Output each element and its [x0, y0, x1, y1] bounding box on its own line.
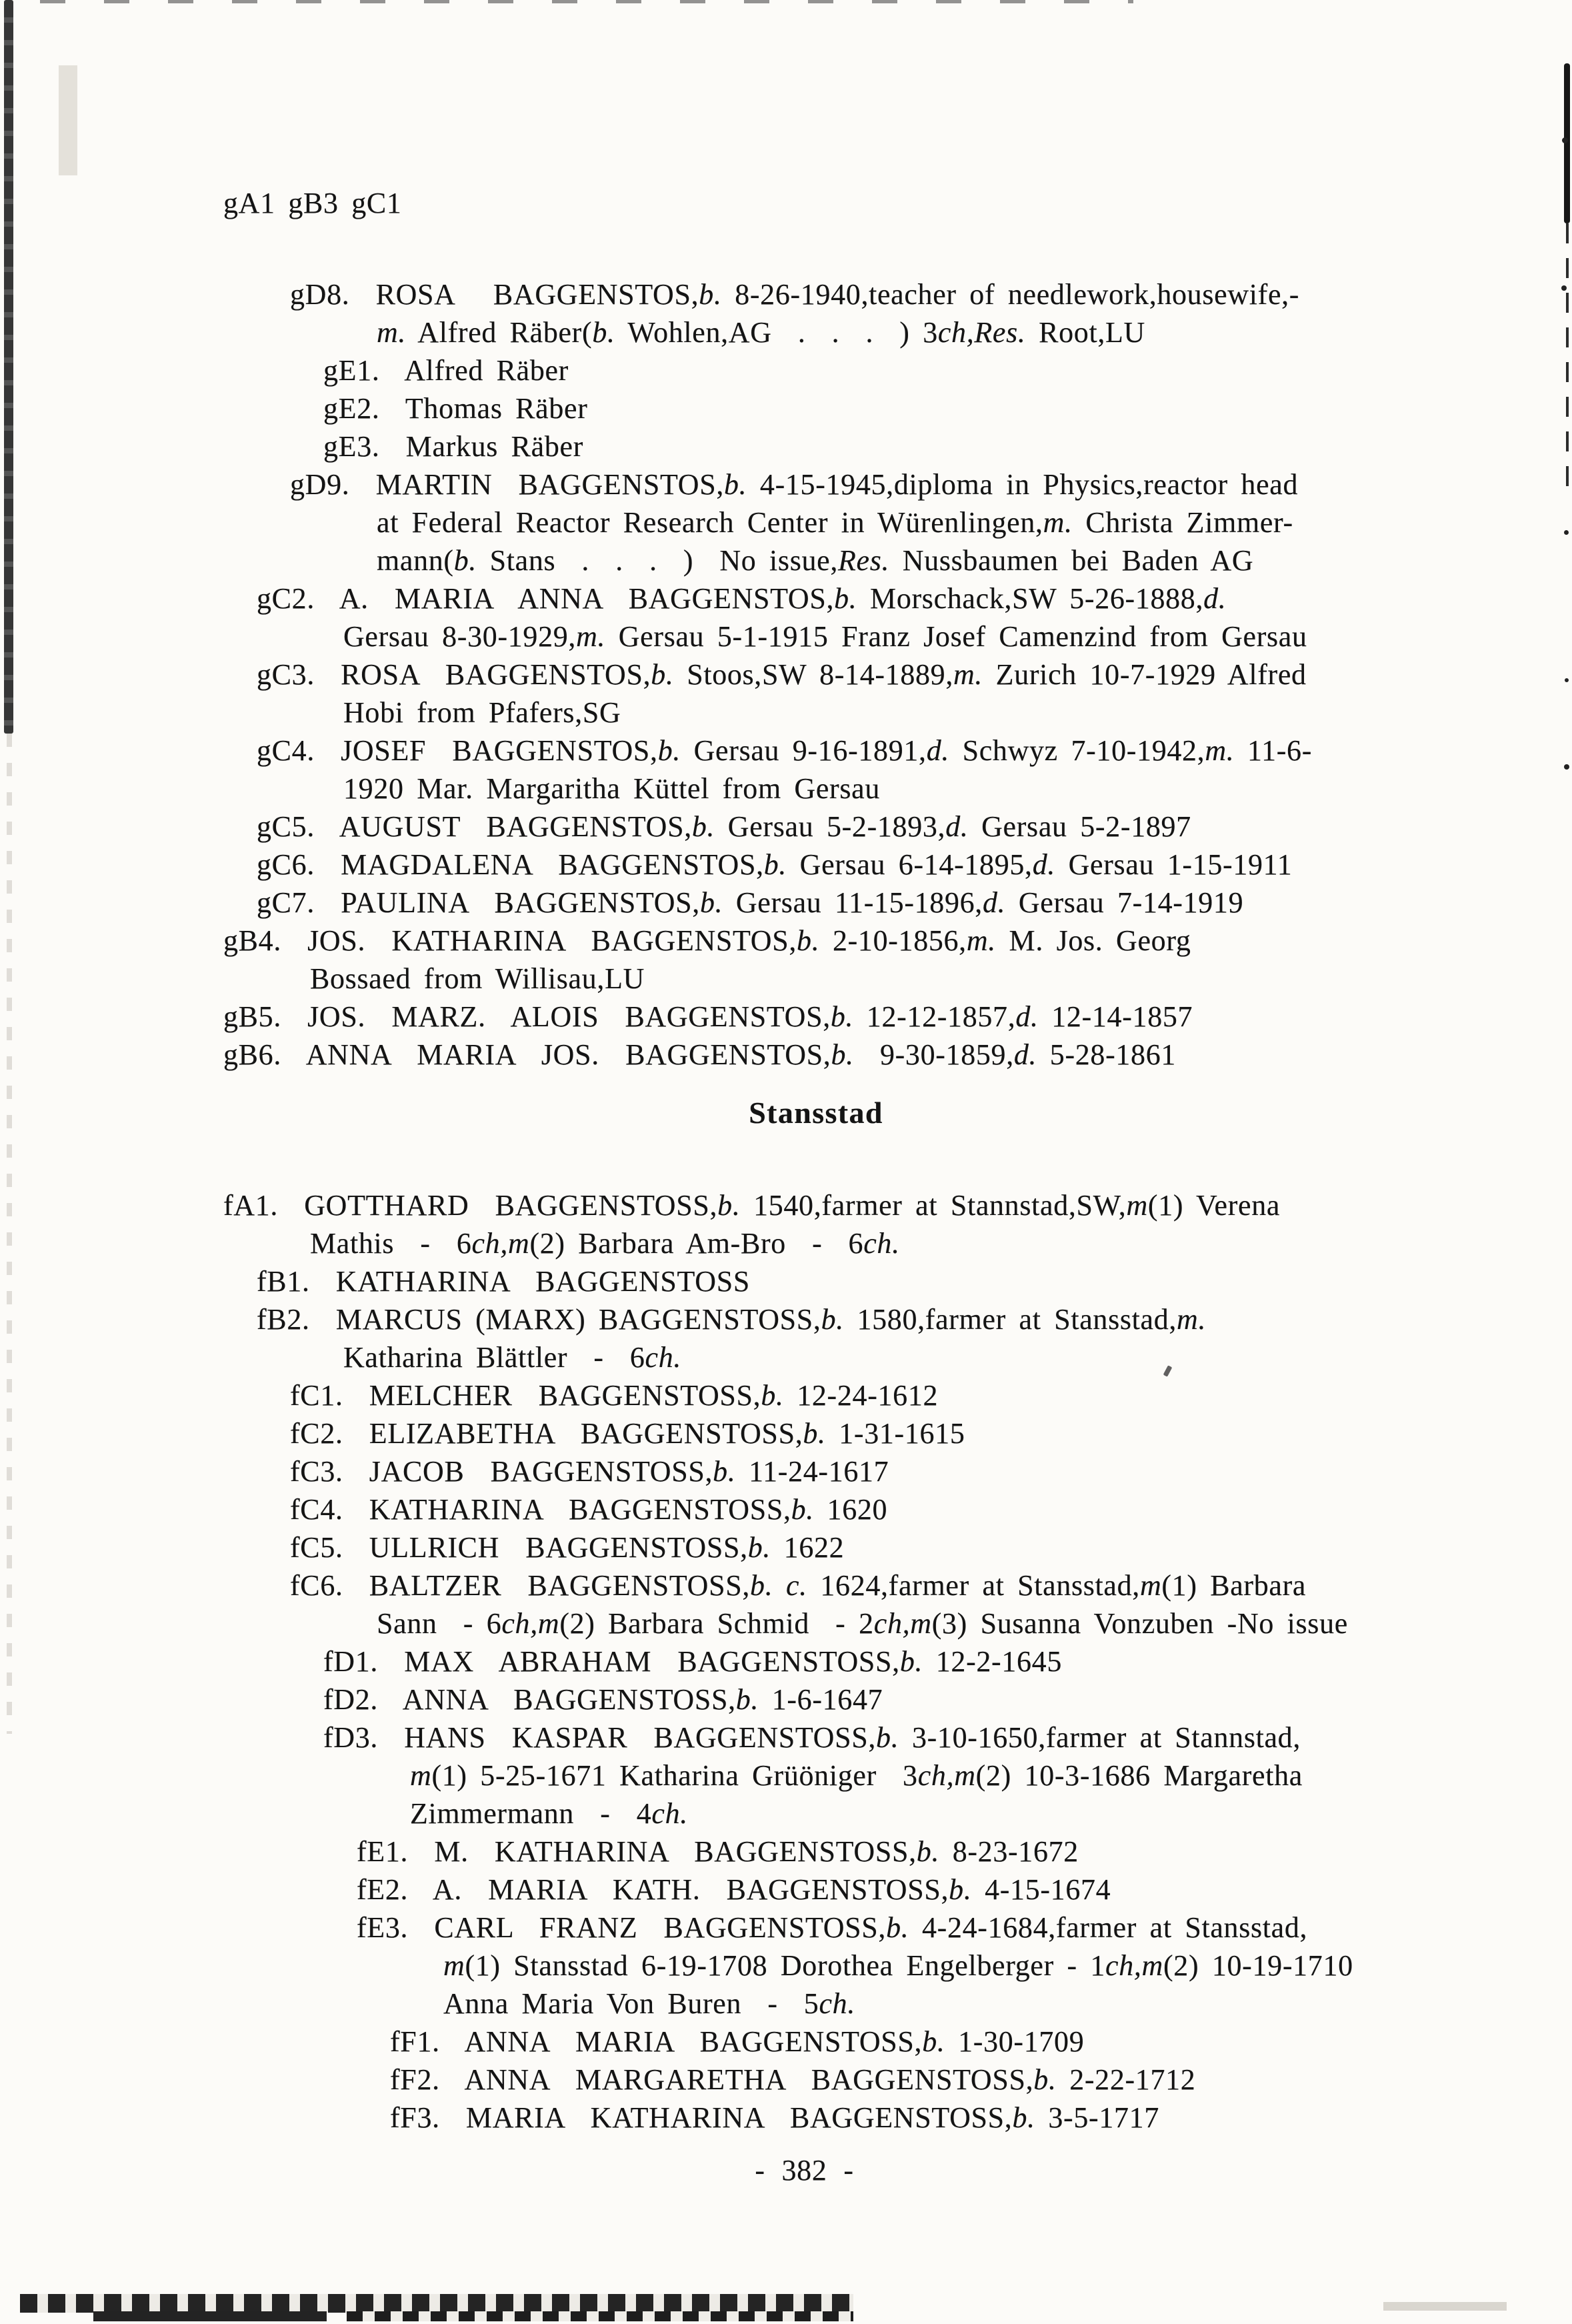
entry-text: gB4. JOS. KATHARINA BAGGENSTOS,: [223, 924, 797, 957]
entry-abbrev-italic: m.: [1177, 1303, 1207, 1336]
entry-text: fC1. MELCHER BAGGENSTOSS,: [290, 1379, 761, 1412]
entry-abbrev-italic: ch,m: [917, 1759, 976, 1792]
entry-abbrev-italic: d.: [945, 810, 969, 843]
entry-text: Stoos,SW 8-14-1889,: [673, 658, 953, 691]
entry-text: fC4. KATHARINA BAGGENSTOSS,: [290, 1493, 791, 1526]
entry-abbrev-italic: b.: [691, 810, 715, 843]
entry-fD3: [323, 1718, 1572, 1757]
entry-gB4-cont1: [310, 960, 1572, 998]
entry-abbrev-italic: d.: [1032, 848, 1056, 881]
entry-abbrev-italic: b.: [803, 1417, 826, 1450]
entry-fC2: [290, 1414, 1572, 1452]
entry-text: gB6. ANNA MARIA JOS. BAGGENSTOS,: [223, 1038, 831, 1071]
entry-abbrev-italic: m: [443, 1949, 465, 1982]
entry-text: Gersau 1-15-1911: [1055, 848, 1293, 881]
entry-text: Mathis - 6: [310, 1227, 472, 1260]
entry-abbrev-italic: b.: [821, 1303, 844, 1336]
entry-text: 12-24-1612: [783, 1379, 939, 1412]
entry-text: Wohlen,AG . . . ) 3: [615, 316, 938, 349]
entry-text: 4-15-1674: [971, 1873, 1111, 1906]
entry-abbrev-italic: d.: [1203, 582, 1227, 615]
entry-text: fD3. HANS KASPAR BAGGENSTOSS,: [323, 1721, 877, 1754]
entry-text: 2-10-1856,: [819, 924, 967, 957]
entry-text: Schwyz 7-10-1942,: [949, 734, 1205, 767]
entry-fD2: [323, 1680, 1572, 1718]
scan-artifact-bottom-comb: [20, 2294, 853, 2313]
entry-text: fE3. CARL FRANZ BAGGENSTOSS,: [357, 1911, 887, 1944]
entry-text: 12-2-1645: [923, 1645, 1062, 1678]
entry-text: fE2. A. MARIA KATH. BAGGENSTOSS,: [357, 1873, 949, 1906]
entry-fB2: [257, 1300, 1572, 1338]
entry-text: gE3. Markus Räber: [323, 430, 584, 463]
stansstad-entries-list: [0, 1186, 1572, 2137]
entry-text: gD9. MARTIN BAGGENSTOS,: [290, 468, 724, 501]
entry-text: (1) Stansstad 6-19-1708 Dorothea Engelberger - 1: [465, 1949, 1106, 1982]
entry-text: 3-10-1650,farmer at Stannstad,: [899, 1721, 1301, 1754]
entry-text: fC5. ULLRICH BAGGENSTOSS,: [290, 1531, 748, 1564]
entry-text: Zurich 10-7-1929 Alfred: [983, 658, 1307, 691]
entry-text: 12-12-1857,: [853, 1000, 1016, 1033]
entry-text: Gersau 5-1-1915 Franz Josef Camenzind from Gersau: [605, 620, 1307, 653]
entry-abbrev-italic: d.: [1013, 1038, 1037, 1071]
entry-text: Root,LU: [1025, 316, 1145, 349]
entry-text: Gersau 9-16-1891,: [681, 734, 927, 767]
entry-text: 1-30-1709: [945, 2025, 1085, 2058]
entry-gD8: [290, 275, 1572, 313]
entry-fC4: [290, 1490, 1572, 1528]
entry-text: (2) Barbara Am-Bro - 6: [529, 1227, 864, 1260]
entry-abbrev-italic: b.: [922, 2025, 945, 2058]
entry-abbrev-italic: b.: [886, 1911, 909, 1944]
entry-gC3: [257, 656, 1572, 694]
entry-fE1: [357, 1833, 1572, 1871]
entry-text: 1580,farmer at Stansstad,: [843, 1303, 1177, 1336]
entry-abbrev-italic: b.: [651, 658, 674, 691]
entry-abbrev-italic: b.: [876, 1721, 899, 1754]
entry-text: 2-22-1712: [1056, 2063, 1196, 2096]
entry-text: (2) 10-3-1686 Margaretha: [975, 1759, 1303, 1792]
entry-text: 11-6-: [1234, 734, 1313, 767]
entry-text: gC6. MAGDALENA BAGGENSTOS,: [257, 848, 764, 881]
entry-abbrev-italic: m.: [966, 924, 996, 957]
entry-gB4: [223, 922, 1572, 960]
entry-abbrev-italic: b.: [834, 582, 857, 615]
entry-gC5: [257, 808, 1572, 846]
entry-text: (1) Verena: [1147, 1189, 1281, 1222]
entry-abbrev-italic: b.: [761, 1379, 784, 1412]
entry-text: 8-23-1672: [939, 1835, 1079, 1868]
entry-gD9: [290, 465, 1572, 503]
entry-fD1: [323, 1642, 1572, 1680]
entry-text: gC4. JOSEF BAGGENSTOS,: [257, 734, 658, 767]
entry-abbrev-italic: b.: [699, 278, 722, 311]
entry-gC7: [257, 884, 1572, 922]
entry-text: 8-26-1940,teacher of needlework,housewife,-: [721, 278, 1300, 311]
entry-abbrev-italic: b.: [453, 544, 477, 577]
entry-abbrev-italic: m: [410, 1759, 432, 1792]
entry-abbrev-italic: Res.: [838, 544, 890, 577]
entry-abbrev-italic: m.: [576, 620, 606, 653]
entry-gC4: [257, 732, 1572, 770]
entry-gC2: [257, 579, 1572, 618]
entry-fC6: [290, 1566, 1572, 1604]
entry-fE3: [357, 1909, 1572, 1947]
entry-abbrev-italic: b.: [724, 468, 747, 501]
entry-text: 1920 Mar. Margaritha Küttel from Gersau: [343, 772, 881, 805]
entry-text: M. Jos. Georg: [995, 924, 1191, 957]
entry-text: Hobi from Pfafers,SG: [343, 696, 621, 729]
entry-text: fB1. KATHARINA BAGGENSTOSS: [257, 1265, 750, 1298]
entry-gC4-cont1: [343, 770, 1572, 808]
entry-abbrev-italic: ch,m: [1105, 1949, 1163, 1982]
entry-text: Gersau 8-30-1929,: [343, 620, 577, 653]
entry-text: fD2. ANNA BAGGENSTOSS,: [323, 1683, 736, 1716]
entry-gD9-cont1: [377, 503, 1572, 541]
entry-abbrev-italic: b.: [797, 924, 820, 957]
entry-abbrev-italic: ch.: [645, 1341, 682, 1374]
entry-text: fC6. BALTZER BAGGENSTOSS,: [290, 1569, 751, 1602]
entry-text: Bossaed from Willisau,LU: [310, 962, 645, 995]
entry-abbrev-italic: d.: [926, 734, 950, 767]
entry-text: Morschack,SW 5-26-1888,: [857, 582, 1204, 615]
entry-gB6: [223, 1036, 1572, 1074]
entry-text: fE1. M. KATHARINA BAGGENSTOSS,: [357, 1835, 917, 1868]
entry-text: 11-24-1617: [735, 1455, 889, 1488]
entry-abbrev-italic: ch,m: [873, 1607, 932, 1640]
entry-abbrev-italic: m.: [377, 316, 407, 349]
entry-gC3-cont1: [343, 694, 1572, 732]
entry-text: Gersau 11-15-1896,: [723, 886, 983, 919]
entry-fF1: [390, 2023, 1572, 2061]
entry-abbrev-italic: ch.: [863, 1227, 900, 1260]
entry-abbrev-italic: b.: [763, 848, 787, 881]
entry-fF3: [390, 2099, 1572, 2137]
entry-fB2-cont1: [343, 1338, 1572, 1376]
page-number: - 382 -: [755, 2154, 854, 2187]
entry-text: Nussbaumen bei Baden AG: [889, 544, 1254, 577]
entry-text: fC2. ELIZABETHA BAGGENSTOSS,: [290, 1417, 803, 1450]
entry-text: 1-31-1615: [825, 1417, 965, 1450]
entry-gE1: [323, 351, 1572, 389]
entry-abbrev-italic: ch,Res.: [937, 316, 1026, 349]
entry-abbrev-italic: b.: [713, 1455, 736, 1488]
entry-abbrev-italic: b.: [830, 1000, 854, 1033]
entry-text: fF2. ANNA MARGARETHA BAGGENSTOSS,: [390, 2063, 1034, 2096]
entry-text: (1) Barbara: [1161, 1569, 1307, 1602]
entry-abbrev-italic: ch,m: [501, 1607, 560, 1640]
entry-text: fC3. JACOB BAGGENSTOSS,: [290, 1455, 713, 1488]
entry-text: 1540,farmer at Stannstad,SW,: [740, 1189, 1127, 1222]
entry-abbrev-italic: d.: [1015, 1000, 1039, 1033]
scan-artifact-bottom-bar: [93, 2311, 327, 2321]
entry-text: Anna Maria Von Buren - 5: [443, 1987, 819, 2020]
entry-text: 4-15-1945,diploma in Physics,reactor head: [747, 468, 1299, 501]
entry-text: Christa Zimmer-: [1072, 506, 1293, 539]
entry-abbrev-italic: m: [1139, 1569, 1162, 1602]
entry-fA1: [223, 1186, 1572, 1224]
entry-abbrev-italic: b.: [1012, 2101, 1035, 2134]
entry-text: mann(: [377, 544, 454, 577]
entry-fC3: [290, 1452, 1572, 1490]
entry-abbrev-italic: b.: [1033, 2063, 1057, 2096]
scan-artifact-bottomright-smudge: [1383, 2302, 1507, 2311]
entry-gC2-cont1: [343, 618, 1572, 656]
entry-text: 9-30-1859,: [853, 1038, 1014, 1071]
entry-fC5: [290, 1528, 1572, 1566]
entry-abbrev-italic: b.: [592, 316, 615, 349]
entry-text: 1-6-1647: [759, 1683, 883, 1716]
entry-abbrev-italic: b.: [831, 1038, 854, 1071]
entry-gE3: [323, 427, 1572, 465]
entry-abbrev-italic: d.: [982, 886, 1006, 919]
section-heading-stansstad: Stansstad: [749, 1096, 883, 1130]
entry-text: at Federal Reactor Research Center in Würenlingen,: [377, 506, 1043, 539]
entry-abbrev-italic: b.: [717, 1189, 741, 1222]
entry-text: gC3. ROSA BAGGENSTOS,: [257, 658, 651, 691]
entry-text: 1620: [813, 1493, 888, 1526]
entry-abbrev-italic: b.: [657, 734, 681, 767]
entry-text: fF1. ANNA MARIA BAGGENSTOSS,: [390, 2025, 923, 2058]
entry-fE2: [357, 1871, 1572, 1909]
entry-abbrev-italic: b.: [899, 1645, 923, 1678]
entry-text: (1) 5-25-1671 Katharina Grüöniger 3: [431, 1759, 918, 1792]
entry-text: Gersau 5-2-1893,: [715, 810, 946, 843]
entry-text: Zimmermann - 4: [410, 1797, 652, 1830]
entry-text: (2) 10-19-1710: [1163, 1949, 1353, 1982]
entry-abbrev-italic: ch.: [819, 1987, 855, 2020]
entry-fD3-cont2: [410, 1795, 1572, 1833]
entry-text: 12-14-1857: [1038, 1000, 1193, 1033]
entry-abbrev-italic: b.: [735, 1683, 759, 1716]
entry-text: 1624,farmer at Stansstad,: [807, 1569, 1140, 1602]
entry-text: gE2. Thomas Räber: [323, 392, 588, 425]
entry-text: (2) Barbara Schmid - 2: [559, 1607, 874, 1640]
entry-gD8-cont1: [377, 313, 1572, 351]
entry-text: 4-24-1684,farmer at Stansstad,: [909, 1911, 1308, 1944]
entry-text: gB5. JOS. MARZ. ALOIS BAGGENSTOS,: [223, 1000, 831, 1033]
entry-text: gD8. ROSA BAGGENSTOS,: [290, 278, 699, 311]
entry-fE3-cont1: [443, 1947, 1572, 1985]
entry-fC1: [290, 1376, 1572, 1414]
entry-text: 3-5-1717: [1035, 2101, 1159, 2134]
entry-text: 1622: [771, 1531, 845, 1564]
entry-text: gC2. A. MARIA ANNA BAGGENSTOS,: [257, 582, 835, 615]
entry-text: (3) Susanna Vonzuben -No issue: [931, 1607, 1348, 1640]
entry-gE2: [323, 389, 1572, 427]
entry-abbrev-italic: b.: [747, 1531, 771, 1564]
entry-text: Katharina Blättler - 6: [343, 1341, 645, 1374]
entry-text: gE1. Alfred Räber: [323, 354, 569, 387]
entry-text: fD1. MAX ABRAHAM BAGGENSTOSS,: [323, 1645, 900, 1678]
entry-gD9-cont2: [377, 541, 1572, 579]
entry-text: Gersau 7-14-1919: [1005, 886, 1244, 919]
entry-abbrev-italic: b.: [949, 1873, 972, 1906]
entry-gB5: [223, 998, 1572, 1036]
entry-fC6-cont1: [377, 1604, 1572, 1642]
entry-gC6: [257, 846, 1572, 884]
entry-text: fA1. GOTTHARD BAGGENSTOSS,: [223, 1189, 718, 1222]
entry-text: 5-28-1861: [1037, 1038, 1177, 1071]
entry-abbrev-italic: b.: [916, 1835, 940, 1868]
scan-artifact-bottom-dotted: [347, 2311, 853, 2321]
lineage-header: gA1 gB3 gC1: [223, 187, 402, 219]
entry-abbrev-italic: m.: [953, 658, 983, 691]
entry-abbrev-italic: b.: [791, 1493, 814, 1526]
entry-text: Stans . . . ) No issue,: [477, 544, 839, 577]
entry-abbrev-italic: b.: [699, 886, 723, 919]
entry-abbrev-italic: ch.: [651, 1797, 688, 1830]
entry-text: Gersau 5-2-1897: [968, 810, 1191, 843]
entry-abbrev-italic: m.: [1205, 734, 1235, 767]
entry-text: Sann - 6: [377, 1607, 502, 1640]
entry-fF2: [390, 2061, 1572, 2099]
gersau-entries-list: [0, 275, 1572, 1074]
entry-fD3-cont1: [410, 1757, 1572, 1795]
entry-text: Gersau 6-14-1895,: [787, 848, 1033, 881]
entry-text: fF3. MARIA KATHARINA BAGGENSTOSS,: [390, 2101, 1013, 2134]
entry-text: Alfred Räber(: [406, 316, 593, 349]
entry-text: gC5. AUGUST BAGGENSTOS,: [257, 810, 692, 843]
entry-fB1: [257, 1262, 1572, 1300]
entry-text: gC7. PAULINA BAGGENSTOS,: [257, 886, 700, 919]
entry-abbrev-italic: m: [1126, 1189, 1148, 1222]
entry-abbrev-italic: m.: [1043, 506, 1073, 539]
entry-fA1-cont1: [310, 1224, 1572, 1262]
entry-text: fB2. MARCUS (MARX) BAGGENSTOSS,: [257, 1303, 821, 1336]
entry-abbrev-italic: b. c.: [750, 1569, 807, 1602]
entry-abbrev-italic: ch,m: [471, 1227, 530, 1260]
entry-fE3-cont2: [443, 1985, 1572, 2023]
